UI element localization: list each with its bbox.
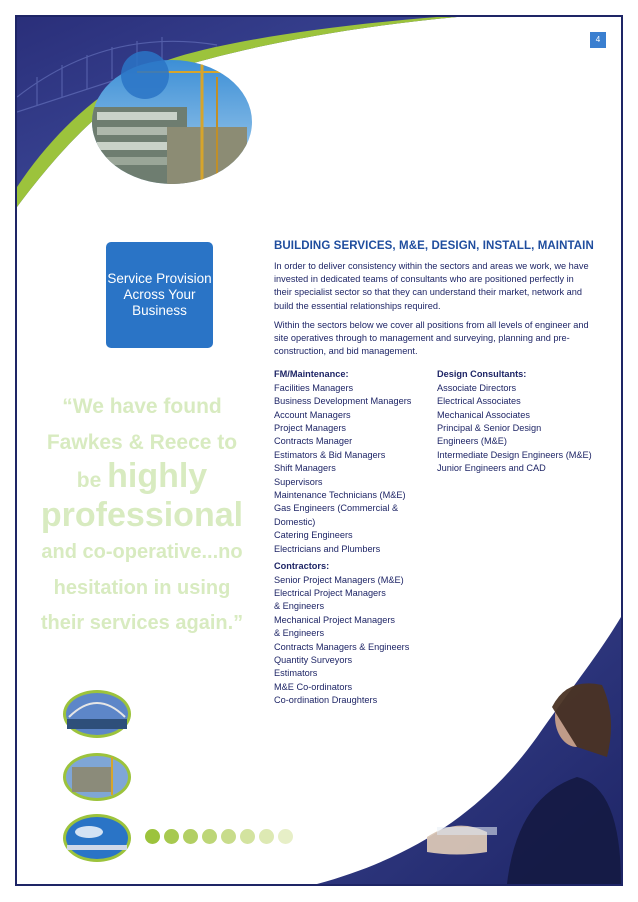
testimonial-quote [17,389,267,640]
decorative-dot [240,829,255,844]
list-item: Contracts Managers & Engineers [274,641,410,652]
page-number: 4 [590,32,606,48]
sectors-paragraph: Within the sectors below we cover all positions from all levels of engineer and site operatives through to management and surveying, planning and pre-construction, and bid management. [274,319,589,357]
list-item: Quantity Surveyors [274,654,353,665]
design-heading: Design Consultants: [437,369,527,380]
fm-list [274,382,434,556]
list-item: M&E Co-ordinators [274,681,353,692]
decorative-dot [259,829,274,844]
decorative-dot [221,829,236,844]
list-item: Electrical Associates [437,396,521,407]
service-box-line2: Across Your [123,287,196,302]
list-item: Domestic) [274,516,316,527]
contractors-list [274,574,434,708]
right-column [437,368,597,475]
list-item: Maintenance Technicians (M&E) [274,490,406,501]
list-item: Gas Engineers (Commercial & [274,503,399,514]
list-item: Engineers (M&E) [437,436,507,447]
decorative-dot [278,829,293,844]
quote-line4: professional [40,496,244,534]
list-item: Estimators & Bid Managers [274,449,386,460]
list-item: Shift Managers [274,463,336,474]
list-item: Estimators [274,668,318,679]
main-content [274,240,594,706]
quote-line5: and co-operative...no [41,541,243,563]
quote-line3-a: be [76,469,108,492]
decorative-dot [164,829,179,844]
decorative-dot [202,829,217,844]
decorative-dot [145,829,160,844]
quote-line3 [17,457,267,496]
quote-line1: “We have found [62,395,222,418]
list-item: Catering Engineers [274,530,353,541]
decorative-dots [145,829,293,844]
quote-line2: Fawkes & Reece to [46,431,238,454]
bridge-thumbnail [63,690,131,738]
fm-heading: FM/Maintenance: [274,369,349,380]
decorative-dot [183,829,198,844]
building-thumbnail [63,753,131,801]
quote-line3-b: highly [107,457,208,495]
sky-thumbnail [63,814,131,862]
design-list [437,382,597,476]
service-provision-box [106,242,213,348]
list-item: Principal & Senior Design [437,423,542,434]
intro-paragraph: In order to deliver consistency within the sectors and areas we work, we have invested in dedicated teams of consultants who are positioned perfectly in their specialist sector so that they can understand their market, network and build the essential relationships required. [274,261,589,311]
list-item: Electrical Project Managers [274,587,386,598]
service-box-line1: Service Provision [107,271,212,286]
list-item: Senior Project Managers (M&E) [274,574,404,585]
quote-line7: their services again.” [40,612,244,634]
page-frame [15,15,623,886]
list-item: Associate Directors [437,382,517,393]
contractors-heading: Contractors: [274,561,330,572]
quote-line6: hesitation in using [53,577,231,599]
list-item: Project Managers [274,423,347,434]
list-item: Junior Engineers and CAD [437,463,546,474]
list-item: Facilities Managers [274,382,354,393]
list-item: Co-ordination Draughters [274,695,378,706]
list-item: & Engineers [274,601,325,612]
list-item: Mechanical Project Managers [274,614,396,625]
list-item: Supervisors [274,476,323,487]
list-item: Mechanical Associates [437,409,530,420]
list-item: Account Managers [274,409,351,420]
service-box-line3: Business [132,303,187,318]
list-item: Contracts Manager [274,436,353,447]
list-item: Business Development Managers [274,396,412,407]
list-item: & Engineers [274,628,325,639]
list-item: Intermediate Design Engineers (M&E) [437,449,592,460]
left-column [274,368,434,707]
section-heading: BUILDING SERVICES, M&E, DESIGN, INSTALL, MAINTAIN [274,240,594,252]
list-item: Electricians and Plumbers [274,543,381,554]
